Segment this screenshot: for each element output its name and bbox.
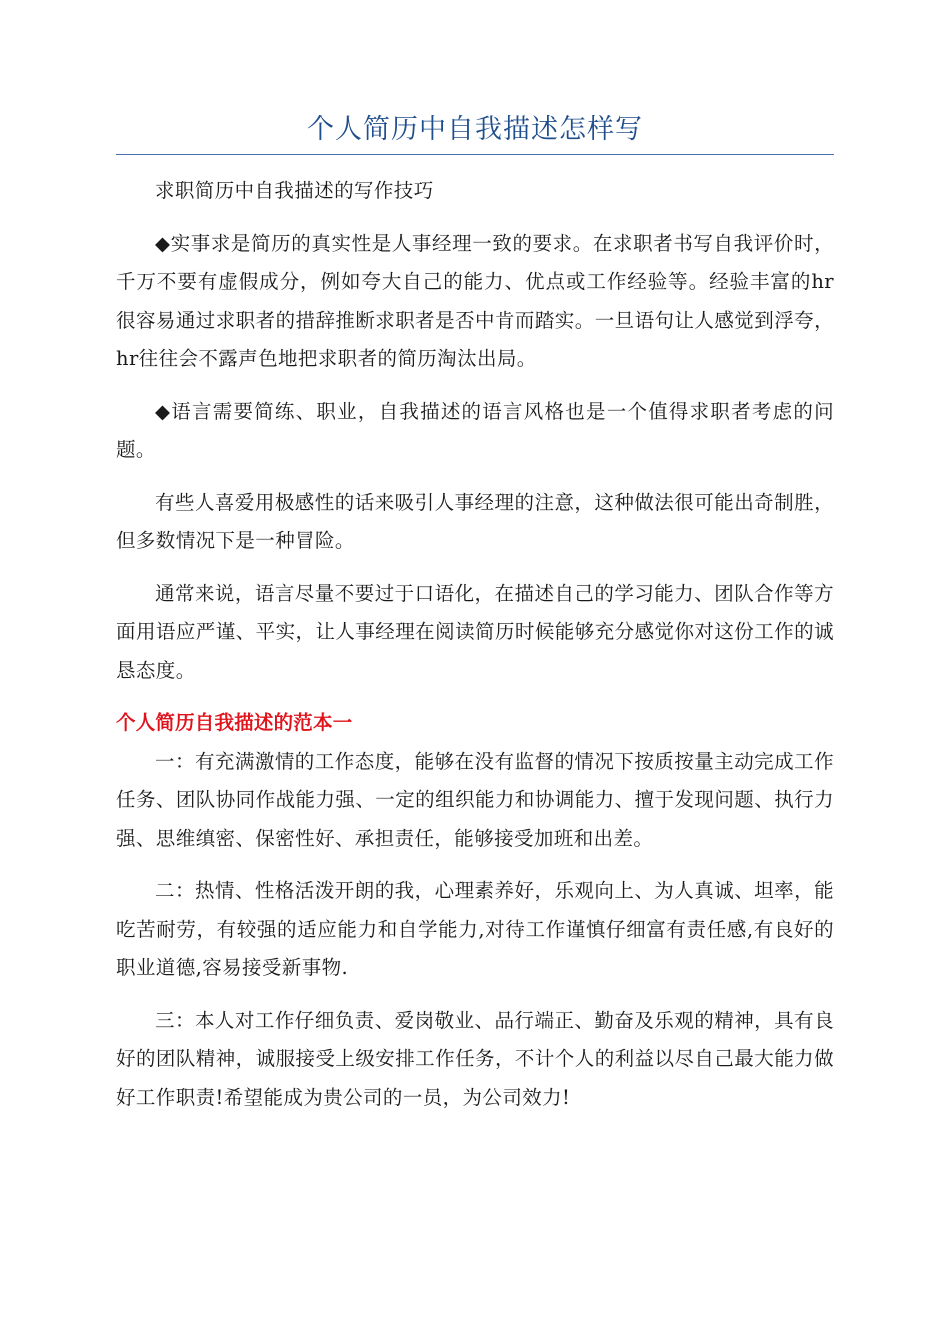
paragraph-truthfulness: ◆实事求是简历的真实性是人事经理一致的要求。在求职者书写自我评价时，千万不要有虚假成分，例如夸大自己的能力、优点或工作经验等。经验丰富的hr很容易通过求职者的措辞推断求职者是否中肯而踏实。一旦语句让人感觉到浮夸，hr往往会不露声色地把求职者的简历淘汰出局。 [116,231,834,370]
paragraph-colloquial: 通常来说，语言尽量不要过于口语化，在描述自己的学习能力、团队合作等方面用语应严谨、平实，让人事经理在阅读简历时候能够充分感觉你对这份工作的诚恳态度。 [116,581,834,682]
paragraph-language: ◆语言需要简练、职业，自我描述的语言风格也是一个值得求职者考虑的问题。 [116,399,834,461]
paragraph-emotional: 有些人喜爱用极感性的话来吸引人事经理的注意，这种做法很可能出奇制胜，但多数情况下是一种冒险。 [116,490,834,552]
document-title: 个人简历中自我描述怎样写 [307,114,643,145]
paragraph-subtitle: 求职简历中自我描述的写作技巧 [155,179,434,202]
section-heading: 个人简历自我描述的范本一 [116,711,353,734]
title-underline [116,154,834,155]
paragraph-sample-3: 三：本人对工作仔细负责、爱岗敬业、品行端正、勤奋及乐观的精神，具有良好的团队精神，诚服接受上级安排工作任务，不计个人的利益以尽自己最大能力做好工作职责!希望能成为贵公司的一员，为公司效力! [116,1008,834,1109]
paragraph-sample-1: 一：有充满激情的工作态度，能够在没有监督的情况下按质按量主动完成工作任务、团队协同作战能力强、一定的组织能力和协调能力、擅于发现问题、执行力强、思维缜密、保密性好、承担责任，能够接受加班和出差。 [116,749,834,850]
document-body [116,172,834,1131]
paragraph-sample-2: 二：热情、性格活泼开朗的我，心理素养好，乐观向上、为人真诚、坦率，能吃苦耐劳，有较强的适应能力和自学能力,对待工作谨慎仔细富有责任感,有良好的职业道德,容易接受新事物. [116,879,834,979]
